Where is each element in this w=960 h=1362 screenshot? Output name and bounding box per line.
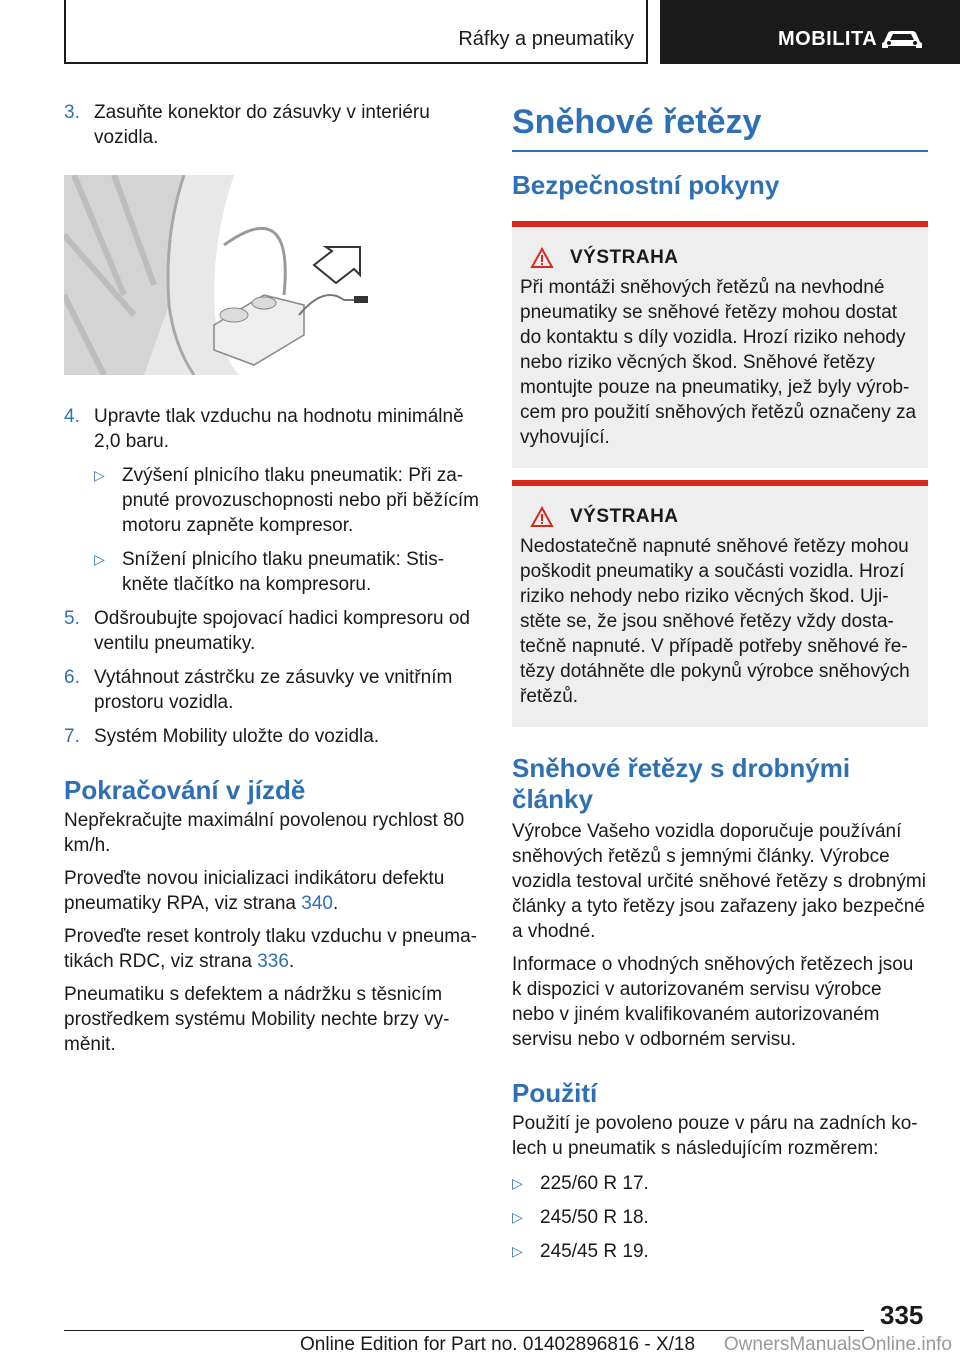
triangle-bullet-icon: ▷	[94, 551, 105, 567]
warning-text: Při montáži sněhových řetězů na nevhodné pneumatiky se sněhové řetězy mohou dostat do kontaktu s díly vozidla. Hrozí riziko nehody nebo riziko věcných škod. Sněhové řetězy montujte pouze na pneumatiky, jež byly výrobcem pro použití sněhových řetězů označeny za vyhovující.	[520, 277, 917, 448]
car-icon	[880, 28, 924, 50]
warning-triangle-icon	[530, 247, 554, 269]
step-number: 4.	[64, 406, 80, 427]
step-6	[64, 665, 480, 715]
bullet-inflate	[64, 463, 480, 538]
right-column	[512, 102, 928, 1273]
size-item	[512, 1171, 928, 1196]
chapter-label: MOBILITA	[778, 28, 878, 50]
header-section-box	[64, 0, 648, 64]
continue-driving-heading: Pokračování v jízdě	[64, 775, 306, 805]
tire-compressor-illustration	[64, 175, 480, 375]
warning-box-2	[512, 480, 928, 727]
edition-text: Online Edition for Part no. 01402896816 - X/18	[300, 1334, 696, 1355]
step-7	[64, 724, 480, 749]
speed-limit-text: Nepřekračujte maximální povolenou rychlost 80 km/h.	[64, 810, 465, 856]
step-number: 7.	[64, 726, 80, 747]
warning-label: VÝSTRAHA	[570, 247, 679, 268]
section-title: Ráfky a pneumatiky	[458, 28, 634, 50]
rdc-text: Proveďte reset kontroly tlaku vzduchu v pneumatikách RDC, viz strana 336.	[64, 926, 477, 972]
page-number: 335	[880, 1300, 924, 1330]
page-link-336[interactable]: 336	[257, 951, 289, 972]
page-link-340[interactable]: 340	[301, 893, 333, 914]
triangle-bullet-icon: ▷	[512, 1243, 523, 1259]
step-3	[64, 100, 480, 150]
left-column	[64, 100, 480, 1057]
size-text: 245/45 R 19.	[540, 1241, 649, 1262]
step-number: 6.	[64, 667, 80, 688]
size-item	[512, 1239, 928, 1264]
step-4	[64, 404, 480, 454]
fine-chains-text-1: Výrobce Vašeho vozidla doporučuje používání sněhových řetězů s jemnými články. Výrobce vozidla testoval určité sněhové řetězy s drobnými články a tyto řetězy jsou zařazeny jako bezpečné a vhodné.	[512, 821, 926, 942]
size-text: 245/50 R 18.	[540, 1207, 649, 1228]
size-text: 225/60 R 17.	[540, 1173, 649, 1194]
step-number: 3.	[64, 102, 80, 123]
bullet-deflate	[64, 547, 480, 597]
warning-label: VÝSTRAHA	[570, 506, 679, 527]
chapter-tab[interactable]	[660, 0, 960, 64]
warning-text: Nedostatečně napnuté sněhové řetězy mohou poškodit pneumatiky a součásti vozidla. Hrozí riziko nehody nebo riziko věcných škod. Ujistěte se, že jsou sněhové řetězy vždy dostatečně napnuté. V případě potřeby sněhové řetězy dotáhněte dle pokynů výrobce sněhových řetězů.	[520, 536, 910, 707]
step-text: Odšroubujte spojovací hadici kompresoru od ventilu pneumatiky.	[94, 608, 470, 654]
step-text: Zasuňte konektor do zásuvky v interiéru vozidla.	[94, 102, 430, 148]
rpa-text: Proveďte novou inicializaci indikátoru defektu pneumatiky RPA, viz strana 340.	[64, 868, 445, 914]
title-rule	[512, 150, 928, 152]
fine-chains-heading: Sněhové řetězy s drobnými články	[512, 753, 851, 814]
triangle-bullet-icon: ▷	[94, 467, 105, 483]
step-number: 5.	[64, 608, 80, 629]
step-text: Vytáhnout zástrčku ze zásuvky ve vnitřním prostoru vozidla.	[94, 667, 453, 713]
watermark: OwnersManualsOnline.info	[723, 1334, 952, 1355]
usage-text: Použití je povoleno pouze v páru na zadních kolech u pneumatik s následujícím rozměrem:	[512, 1113, 918, 1159]
replace-text: Pneumatiku s defektem a nádržku s těsnicím prostředkem systému Mobility nechte brzy vyměnit.	[64, 984, 450, 1055]
warning-box-1	[512, 221, 928, 468]
step-text: Upravte tlak vzduchu na hodnotu minimálně 2,0 baru.	[94, 406, 464, 452]
triangle-bullet-icon: ▷	[512, 1175, 523, 1191]
usage-heading: Použití	[512, 1078, 598, 1108]
bullet-text: Zvýšení plnicího tlaku pneumatik: Při zapnuté provozuschopnosti nebo při běžícím motoru zapněte kompresor.	[122, 465, 479, 536]
footer-rule	[64, 1330, 864, 1331]
size-item	[512, 1205, 928, 1230]
triangle-bullet-icon: ▷	[512, 1209, 523, 1225]
warning-triangle-icon	[530, 506, 554, 528]
step-5	[64, 606, 480, 656]
step-text: Systém Mobility uložte do vozidla.	[94, 726, 380, 747]
fine-chains-text-2: Informace o vhodných sněhových řetězech jsou k dispozici v autorizovaném servisu výrobce nebo v jiném kvalifikovaném autorizovaném servisu nebo v odborném servisu.	[512, 954, 914, 1050]
bullet-text: Snížení plnicího tlaku pneumatik: Stiskněte tlačítko na kompresoru.	[122, 549, 445, 595]
snow-chains-title: Sněhové řetězy	[512, 103, 762, 141]
safety-heading: Bezpečnostní pokyny	[512, 170, 780, 200]
